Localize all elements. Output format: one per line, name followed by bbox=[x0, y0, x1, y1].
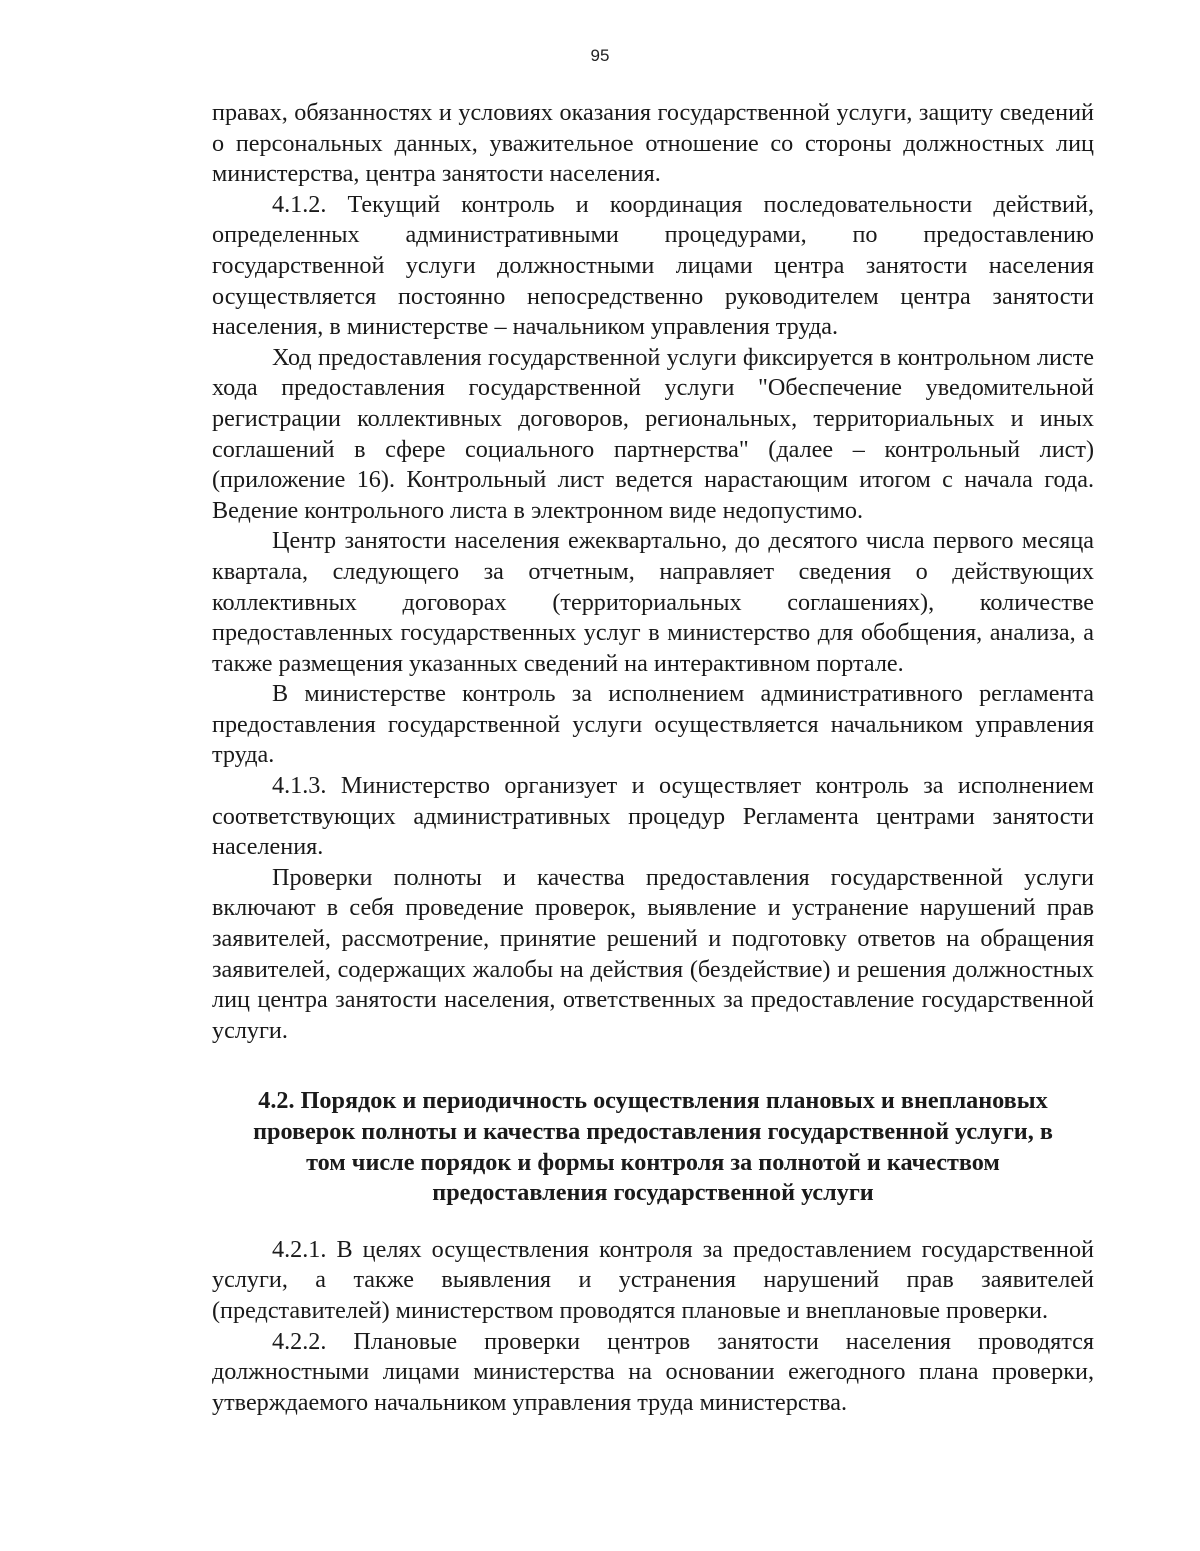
section-heading-4-2: 4.2. Порядок и периодичность осуществления плановых и внеплановых проверок полноты и качества предоставления государственной услуги, в том числе порядок и формы контроля за полнотой и качеством предоставления государственной услуги bbox=[253, 1087, 1053, 1207]
paragraph-control-sheet: Ход предоставления государственной услуги фиксируется в контрольном листе хода предоставления государственной услуги "Обеспечение уведомительной регистрации коллективных договоров, региональных, территориальных и иных соглашений в сфере социального партнерства" (далее – контрольный лист) (приложение 16). Контрольный лист ведется нарастающим итогом с начала года. Ведение контрольного листа в электронном виде недопустимо. bbox=[212, 343, 1094, 524]
paragraph-4-1-2: 4.1.2. Текущий контроль и координация последовательности действий, определенных административными процедурами, по предоставлению государственной услуги должностными лицами центра занятости населения осуществляется постоянно непосредственно руководителем центра занятости населения, в министерстве – начальником управления труда. bbox=[212, 190, 1094, 341]
paragraph-4-1-3: 4.1.3. Министерство организует и осуществляет контроль за исполнением соответствующих административных процедур Регламента центрами занятости населения. bbox=[212, 772, 1094, 861]
paragraph-4-2-2: 4.2.2. Плановые проверки центров занятости населения проводятся должностными лицами министерства на основании ежегодного плана проверки, утверждаемого начальником управления труда министерства. bbox=[212, 1327, 1094, 1416]
paragraph-4-2-1: 4.2.1. В целях осуществления контроля за предоставлением государственной услуги, а также выявления и устранения нарушений прав заявителей (представителей) министерством проводятся плановые и внеплановые проверки. bbox=[212, 1235, 1094, 1324]
page-number: 95 bbox=[590, 46, 610, 65]
paragraph-continuation: правах, обязанностях и условиях оказания государственной услуги, защиту сведений о персональных данных, уважительное отношение со стороны должностных лиц министерства, центра занятости населения. bbox=[212, 99, 1094, 188]
paragraph-inspections: Проверки полноты и качества предоставления государственной услуги включают в себя проведение проверок, выявление и устранение нарушений прав заявителей, рассмотрение, принятие решений и подготовку ответов на обращения заявителей, содержащих жалобы на действия (бездействие) и решения должностных лиц центра занятости населения, ответственных за предоставление государственной услуги. bbox=[212, 863, 1094, 1044]
document-body bbox=[212, 98, 1094, 1418]
paragraph-ministry-control: В министерстве контроль за исполнением административного регламента предоставления государственной услуги осуществляется начальником управления труда. bbox=[212, 680, 1094, 769]
paragraph-quarterly-report: Центр занятости населения ежеквартально, до десятого числа первого месяца квартала, следующего за отчетным, направляет сведения о действующих коллективных договорах (территориальных соглашениях), количестве предоставленных государственных услуг в министерство для обобщения, анализа, а также размещения указанных сведений на интерактивном портале. bbox=[212, 527, 1094, 677]
